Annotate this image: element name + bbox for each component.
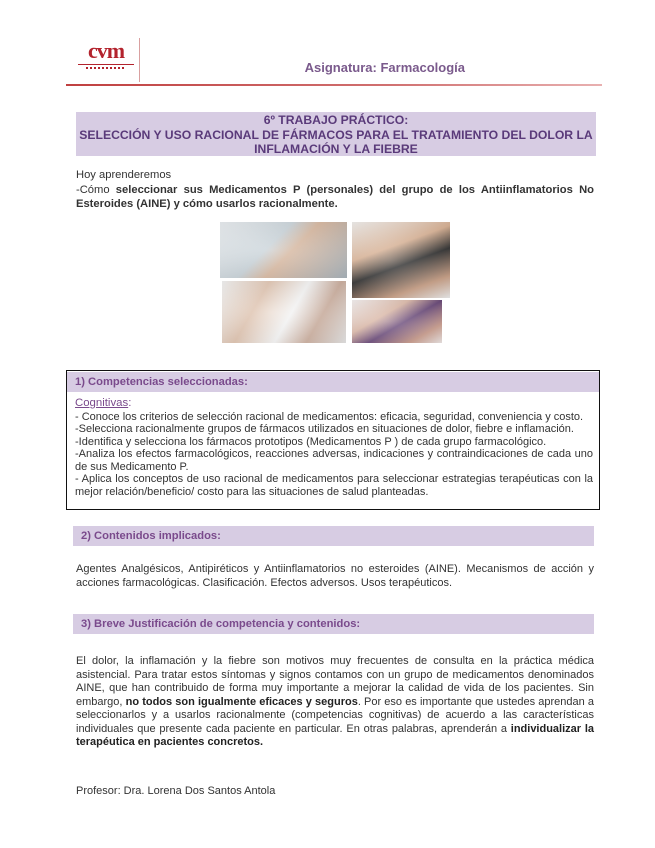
section-3-text: [76, 655, 594, 750]
competencia-item: - Conoce los criterios de selección racional de medicamentos: eficacia, seguridad, conveniencia y costo.: [75, 410, 584, 423]
header-rule: [66, 84, 602, 86]
section-1-heading: 1) Competencias seleccionadas:: [67, 372, 599, 392]
cognitivas-colon: :: [128, 397, 132, 409]
justification-part-1: El dolor, la inflamación y la fiebre son motivos muy frecuentes de consulta en la práctica médica asistencial. Para tratar estos síntomas y signos contamos con un grupo de medicamentos denominados AINE, que han contribuido de forma muy importante a mejorar la calidad de vida de los pacientes. Sin embargo,: [76, 655, 594, 708]
section-2-text: Agentes Analgésicos, Antipiréticos y Antiinflamatorios no esteroides (AINE). Mecanismos de acción y acciones farmacológicas. Clasificación. Efectos adversos. Usos terapéuticos.: [76, 563, 594, 589]
section-2-heading: 2) Contenidos implicados:: [73, 526, 594, 546]
subject-title: Asignatura: Farmacología: [304, 60, 465, 75]
logo-underline: [78, 64, 134, 71]
intro-goal-bold: seleccionar sus Medicamentos P (personales) del grupo de los Antiinflamatorios No Esteroides (AINE) y cómo usarlos racionalmente.: [76, 183, 594, 210]
justification-bold-2: individualizar la terapéutica en pacientes concretos.: [76, 722, 594, 748]
title-line-3: INFLAMACIÓN Y LA FIEBRE: [254, 142, 418, 156]
section-competencias: [66, 370, 600, 510]
logo-text: cvm: [87, 38, 125, 63]
intro-goal: [76, 183, 594, 212]
header-divider: [139, 38, 140, 82]
intro-goal-prefix: -Cómo: [76, 183, 116, 196]
ankle-injury-photo: [352, 222, 450, 298]
cognitivas-label: Cognitivas: [75, 397, 129, 409]
title-line-2: SELECCIÓN Y USO RACIONAL DE FÁRMACOS PARA EL TRATAMIENTO DEL DOLOR LA: [79, 127, 593, 142]
competencia-item: -Selecciona racionalmente grupos de fármacos utilizados en situaciones de dolor, fiebre e inflamación.: [75, 423, 574, 435]
section-1-body: [75, 397, 593, 498]
fever-patient-photo: [220, 222, 347, 278]
abdominal-pain-photo: [222, 281, 346, 343]
competencia-item: -Analiza los efectos farmacológicos, reacciones adversas, indicaciones y contraindicaciones de cada uno de sus Medicamento P.: [75, 448, 593, 473]
justification-bold-1: no todos son igualmente eficaces y seguros: [125, 695, 358, 708]
title-line-1: 6º TRABAJO PRÁCTICO:: [263, 113, 409, 127]
bruised-foot-photo: [352, 300, 442, 343]
justification-part-2: . Por eso es importante que ustedes aprendan a seleccionarlos y a usarlos racionalmente (competencias cognitivas) de acuerdo a las características individuales que presente cada paciente en particular. En otras palabras, aprenderán a: [76, 695, 594, 735]
intro-text: [76, 168, 594, 212]
cognitivas-subtitle: [75, 397, 593, 410]
competencia-item: -Identifica y selecciona los fármacos prototipos (Medicamentos P ) de cada grupo farmacológico.: [75, 435, 547, 448]
intro-lead: Hoy aprenderemos: [76, 169, 172, 181]
competencia-item: - Aplica los conceptos de uso racional de medicamentos para seleccionar estrategias terapéuticas con la mejor relación/beneficio/ costo para las situaciones de salud planteadas.: [75, 473, 593, 498]
practical-title-box: [76, 112, 596, 156]
section-3-heading: 3) Breve Justificación de competencia y contenidos:: [73, 614, 594, 634]
cvm-logo: [78, 40, 134, 74]
professor-line: Profesor: Dra. Lorena Dos Santos Antola: [76, 785, 276, 797]
